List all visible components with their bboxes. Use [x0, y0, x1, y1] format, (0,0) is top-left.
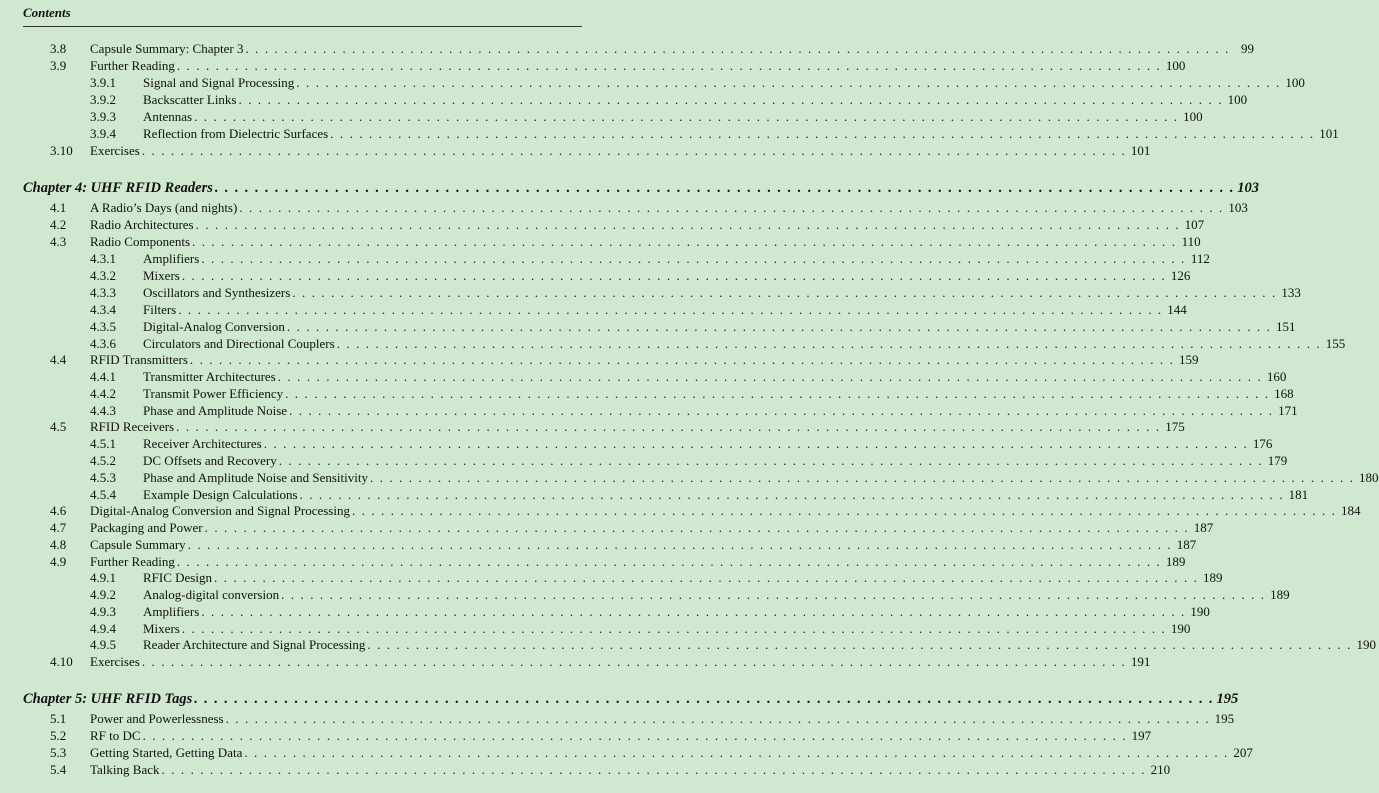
leader-dots: . . . . . . . . . . . . . . . . . . . . . . . . . . . . . . . . . . . . . . . . . . . . . . . . . . . . . . . . . . . . . . . . . . . . . . . . . . . . . . . . . . . . . . . . . . . . . . . . . . . . . . — [213, 570, 1199, 585]
toc-subentry[interactable] — [90, 452, 1288, 469]
toc-entry-page: 187 — [1193, 520, 1214, 535]
toc-entry-page: 144 — [1167, 302, 1187, 317]
toc-entry-title: Reflection from Dielectric Surfaces — [143, 126, 329, 141]
toc-entry-page: 210 — [1150, 762, 1171, 777]
leader-dots: . . . . . . . . . . . . . . . . . . . . . . . . . . . . . . . . . . . . . . . . . . . . . . . . . . . . . . . . . . . . . . . . . . . . . . . . . . . . . . . . . . . . . . . . . . . . . . . . . . . . . . — [187, 537, 1173, 552]
toc-entry-title: Power and Powerlessness — [90, 711, 224, 726]
toc-entry[interactable] — [50, 727, 1152, 744]
toc-entry[interactable] — [50, 761, 1171, 778]
toc-entry-title: Signal and Signal Processing — [143, 75, 295, 90]
toc-subentry[interactable] — [90, 125, 1339, 142]
leader-dots: . . . . . . . . . . . . . . . . . . . . . . . . . . . . . . . . . . . . . . . . . . . . . . . . . . . . . . . . . . . . . . . . . . . . . . . . . . . . . . . . . . . . . . . . . . . . . . . . . . . . . . — [181, 621, 1167, 636]
header-rule — [23, 26, 582, 27]
toc-entry-title: Capsule Summary — [90, 537, 186, 552]
toc-entry[interactable] — [50, 710, 1235, 727]
toc-entry-title: Exercises — [90, 654, 140, 669]
toc-chapter-title: Chapter 5: UHF RFID Tags — [23, 691, 193, 707]
leader-dots: . . . . . . . . . . . . . . . . . . . . . . . . . . . . . . . . . . . . . . . . . . . . . . . . . . . . . . . . . . . . . . . . . . . . . . . . . . . . . . . . . . . . . . . . . . . . . . . . . . . . . . — [285, 386, 1270, 401]
leader-dots: . . . . . . . . . . . . . . . . . . . . . . . . . . . . . . . . . . . . . . . . . . . . . . . . . . . . . . . . . . . . . . . . . . . . . . . . . . . . . . . . . . . . . . . . . . . . . . . . . . . . . . — [244, 745, 1229, 760]
toc-entry-page: 103 — [1228, 200, 1248, 215]
leader-dots: . . . . . . . . . . . . . . . . . . . . . . . . . . . . . . . . . . . . . . . . . . . . . . . . . . . . . . . . . . . . . . . . . . . . . . . . . . . . . . . . . . . . . . . . . . . . . . . . . . . . . . — [330, 126, 1315, 141]
toc-entry-title: RF to DC — [90, 728, 141, 743]
leader-dots: . . . . . . . . . . . . . . . . . . . . . . . . . . . . . . . . . . . . . . . . . . . . . . . . . . . . . . . . . . . . . . . . . . . . . . . . . . . . . . . . . . . . . . . . . . . . . . . . . . . . . . — [336, 336, 1322, 351]
leader-dots: . . . . . . . . . . . . . . . . . . . . . . . . . . . . . . . . . . . . . . . . . . . . . . . . . . . . . . . . . . . . . . . . . . . . . . . . . . . . . . . . . . . . . . . . . . . . . . . . . . . . . . — [195, 217, 1181, 232]
toc-subentry[interactable] — [90, 335, 1346, 352]
leader-dots: . . . . . . . . . . . . . . . . . . . . . . . . . . . . . . . . . . . . . . . . . . . . . . . . . . . . . . . . . . . . . . . . . . . . . . . . . . . . . . . . . . . . . . . . . . . . . . . . . . . . . . — [225, 711, 1211, 726]
toc-entry-page: 151 — [1275, 319, 1296, 334]
toc-entry-title: Phase and Amplitude Noise — [143, 403, 288, 418]
toc-entry-number: 4.4.2 — [90, 386, 116, 401]
toc-entry-number: 4.2 — [50, 217, 67, 232]
toc-entry-title: Reader Architecture and Signal Processing — [143, 637, 366, 652]
toc-subentry[interactable] — [90, 486, 1309, 503]
toc-entry-title: Backscatter Links — [143, 92, 237, 107]
toc-entry-title: RFID Transmitters — [90, 352, 188, 367]
toc-entry-number: 4.5.4 — [90, 487, 116, 502]
toc-entry-page: 168 — [1274, 386, 1294, 401]
toc-entry[interactable] — [50, 199, 1248, 216]
toc-entry-page: 179 — [1267, 453, 1288, 468]
toc-chapter-page: 103 — [1237, 180, 1259, 196]
toc-entry-title: Talking Back — [90, 762, 160, 777]
toc-subentry[interactable] — [90, 301, 1187, 318]
toc-subentry[interactable] — [90, 402, 1298, 419]
toc-entry-title: Further Reading — [90, 554, 175, 569]
leader-dots: . . . . . . . . . . . . . . . . . . . . . . . . . . . . . . . . . . . . . . . . . . . . . . . . . . . . . . . . . . . . . . . . . . . . . . . . . . . . . . . . . . . . . . . . . . . . . . . . . . . . . . — [292, 285, 1277, 300]
leader-dots: . . . . . . . . . . . . . . . . . . . . . . . . . . . . . . . . . . . . . . . . . . . . . . . . . . . . . . . . . . . . . . . . . . . . . . . . . . . . . . . . . . . . . . . . . . . . . . . . . . . . . . — [369, 470, 1355, 485]
toc-entry-number: 4.9.4 — [90, 621, 116, 636]
leader-dots: . . . . . . . . . . . . . . . . . . . . . . . . . . . . . . . . . . . . . . . . . . . . . . . . . . . . . . . . . . . . . . . . . . . . . . . . . . . . . . . . . . . . . . . . . . . . . . . . . . . . . . — [176, 419, 1161, 434]
toc-entry[interactable] — [50, 502, 1361, 519]
toc-entry-number: 3.8 — [50, 41, 67, 56]
toc-entry-page: 99 — [1241, 41, 1255, 56]
leader-dots: . . . . . . . . . . . . . . . . . . . . . . . . . . . . . . . . . . . . . . . . . . . . . . . . . . . . . . . . . . . . . . . . . . . . . . . . . . . . . . . . . . . . . . . . . . . . . . . . . . . . . . — [176, 554, 1162, 569]
toc-entry-title: Capsule Summary: Chapter 3 — [90, 41, 244, 56]
toc-entry-title: RFIC Design — [143, 570, 212, 585]
toc-chapter-page: 195 — [1216, 691, 1239, 707]
toc-entry-number: 4.5.1 — [90, 436, 116, 451]
running-header: Contents — [23, 5, 71, 20]
toc-entry-page: 171 — [1278, 403, 1298, 418]
toc-entry[interactable] — [50, 216, 1205, 233]
toc-entry-number: 4.9.2 — [90, 587, 116, 602]
toc-entry-number: 4.8 — [50, 537, 67, 552]
leader-dots: . . . . . . . . . . . . . . . . . . . . . . . . . . . . . . . . . . . . . . . . . . . . . . . . . . . . . . . . . . . . . . . . . . . . . . . . . . . . . . . . . . . . . . . . . . . . . . . . . . . . . . — [194, 691, 1215, 707]
toc-chapter[interactable] — [23, 179, 1259, 198]
toc-entry-number: 4.3.2 — [90, 268, 116, 283]
toc-entry-title: Phase and Amplitude Noise and Sensitivity — [143, 470, 368, 485]
leader-dots: . . . . . . . . . . . . . . . . . . . . . . . . . . . . . . . . . . . . . . . . . . . . . . . . . . . . . . . . . . . . . . . . . . . . . . . . . . . . . . . . . . . . . . . . . . . . . . . . . . . . . . — [296, 75, 1281, 90]
toc-subentry[interactable] — [90, 368, 1287, 385]
leader-dots: . . . . . . . . . . . . . . . . . . . . . . . . . . . . . . . . . . . . . . . . . . . . . . . . . . . . . . . . . . . . . . . . . . . . . . . . . . . . . . . . . . . . . . . . . . . . . . . . . . . . . . — [194, 109, 1179, 124]
leader-dots: . . . . . . . . . . . . . . . . . . . . . . . . . . . . . . . . . . . . . . . . . . . . . . . . . . . . . . . . . . . . . . . . . . . . . . . . . . . . . . . . . . . . . . . . . . . . . . . . . . . . . . — [204, 520, 1190, 535]
leader-dots: . . . . . . . . . . . . . . . . . . . . . . . . . . . . . . . . . . . . . . . . . . . . . . . . . . . . . . . . . . . . . . . . . . . . . . . . . . . . . . . . . . . . . . . . . . . . . . . . . . . . . . — [141, 143, 1127, 158]
toc-entry-number: 3.9.2 — [90, 92, 116, 107]
toc-chapter[interactable] — [23, 690, 1239, 709]
toc-entry-number: 4.4.3 — [90, 403, 116, 418]
toc-entry-page: 190 — [1356, 637, 1376, 652]
toc-subentry[interactable] — [90, 385, 1294, 402]
toc-entry[interactable] — [50, 418, 1185, 435]
toc-subentry[interactable] — [90, 91, 1248, 108]
leader-dots: . . . . . . . . . . . . . . . . . . . . . . . . . . . . . . . . . . . . . . . . . . . . . . . . . . . . . . . . . . . . . . . . . . . . . . . . . . . . . . . . . . . . . . . . . . . . . . . . . . . . . . — [281, 587, 1266, 602]
toc-entry-title: Analog-digital conversion — [143, 587, 280, 602]
toc-chapter-title: Chapter 4: UHF RFID Readers — [23, 180, 213, 196]
leader-dots: . . . . . . . . . . . . . . . . . . . . . . . . . . . . . . . . . . . . . . . . . . . . . . . . . . . . . . . . . . . . . . . . . . . . . . . . . . . . . . . . . . . . . . . . . . . . . . . . . . . . . . — [161, 762, 1147, 777]
toc-entry-number: 5.2 — [50, 728, 67, 743]
toc-entry-page: 190 — [1170, 621, 1191, 636]
toc-entry-page: 101 — [1130, 143, 1151, 158]
toc-entry[interactable] — [50, 553, 1186, 570]
leader-dots: . . . . . . . . . . . . . . . . . . . . . . . . . . . . . . . . . . . . . . . . . . . . . . . . . . . . . . . . . . . . . . . . . . . . . . . . . . . . . . . . . . . . . . . . . . . . . . . . . . . . . . — [176, 58, 1162, 73]
toc-entry-number: 4.5.2 — [90, 453, 116, 468]
toc-entry-title: Digital-Analog Conversion and Signal Processing — [90, 503, 350, 518]
toc-entry-number: 4.9.5 — [90, 637, 116, 652]
toc-entry-page: 197 — [1131, 728, 1152, 743]
toc-entry-number: 3.9.3 — [90, 109, 116, 124]
toc-entry-title: Oscillators and Synthesizers — [143, 285, 291, 300]
leader-dots: . . . . . . . . . . . . . . . . . . . . . . . . . . . . . . . . . . . . . . . . . . . . . . . . . . . . . . . . . . . . . . . . . . . . . . . . . . . . . . . . . . . . . . . . . . . . . . . . . . . . . . — [278, 453, 1264, 468]
leader-dots: . . . . . . . . . . . . . . . . . . . . . . . . . . . . . . . . . . . . . . . . . . . . . . . . . . . . . . . . . . . . . . . . . . . . . . . . . . . . . . . . . . . . . . . . . . . . . . . . . . . . . . — [277, 369, 1263, 384]
leader-dots: . . . . . . . . . . . . . . . . . . . . . . . . . . . . . . . . . . . . . . . . . . . . . . . . . . . . . . . . . . . . . . . . . . . . . . . . . . . . . . . . . . . . . . . . . . . . . . . . . . . . . . — [351, 503, 1337, 518]
toc-entry-title: Transmitter Architectures — [143, 369, 276, 384]
toc-entry[interactable] — [50, 142, 1151, 159]
toc-entry-number: 4.3.1 — [90, 251, 116, 266]
leader-dots: . . . . . . . . . . . . . . . . . . . . . . . . . . . . . . . . . . . . . . . . . . . . . . . . . . . . . . . . . . . . . . . . . . . . . . . . . . . . . . . . . . . . . . . . . . . . . . . . . . . . . . — [201, 251, 1186, 266]
toc-entry-page: 159 — [1178, 352, 1199, 367]
toc-entry-title: Receiver Architectures — [143, 436, 262, 451]
toc-entry-number: 4.9.3 — [90, 604, 116, 619]
toc-entry-page: 107 — [1184, 217, 1205, 232]
toc-entry-page: 101 — [1319, 126, 1339, 141]
toc-entry-number: 3.9.4 — [90, 126, 116, 141]
toc-entry-title: Exercises — [90, 143, 140, 158]
toc-entry[interactable] — [50, 653, 1151, 670]
toc-entry-page: 195 — [1214, 711, 1235, 726]
leader-dots: . . . . . . . . . . . . . . . . . . . . . . . . . . . . . . . . . . . . . . . . . . . . . . . . . . . . . . . . . . . . . . . . . . . . . . . . . . . . . . . . . . . . . . . . . . . . . . . . . . . . . . — [239, 200, 1224, 215]
toc-entry-page: 189 — [1203, 570, 1223, 585]
toc-entry-number: 4.3.4 — [90, 302, 116, 317]
toc-entry-title: Amplifiers — [143, 604, 200, 619]
toc-subentry[interactable] — [90, 586, 1290, 603]
toc-entry-number: 5.4 — [50, 762, 67, 777]
toc-entry-page: 180 — [1359, 470, 1379, 485]
toc-entry[interactable] — [50, 519, 1214, 536]
toc-entry[interactable] — [50, 744, 1253, 761]
leader-dots: . . . . . . . . . . . . . . . . . . . . . . . . . . . . . . . . . . . . . . . . . . . . . . . . . . . . . . . . . . . . . . . . . . . . . . . . . . . . . . . . . . . . . . . . . . . . . . . . . . . . . . — [178, 302, 1163, 317]
leader-dots: . . . . . . . . . . . . . . . . . . . . . . . . . . . . . . . . . . . . . . . . . . . . . . . . . . . . . . . . . . . . . . . . . . . . . . . . . . . . . . . . . . . . . . . . . . . . . . . . . . . . . . — [299, 487, 1285, 502]
toc-entry-number: 4.3.5 — [90, 319, 116, 334]
toc-entry-page: 207 — [1233, 745, 1253, 760]
leader-dots: . . . . . . . . . . . . . . . . . . . . . . . . . . . . . . . . . . . . . . . . . . . . . . . . . . . . . . . . . . . . . . . . . . . . . . . . . . . . . . . . . . . . . . . . . . . . . . . . . . . . . . — [181, 268, 1167, 283]
toc-subentry[interactable] — [90, 636, 1376, 653]
toc-entry-number: 4.4 — [50, 352, 67, 367]
toc-entry-number: 5.1 — [50, 711, 67, 726]
toc-subentry[interactable] — [90, 74, 1305, 91]
toc-entry-title: A Radio’s Days (and nights) — [90, 200, 238, 215]
toc-entry-page: 133 — [1281, 285, 1301, 300]
toc-entry-title: Transmit Power Efficiency — [143, 386, 284, 401]
toc-entry-number: 4.9.1 — [90, 570, 116, 585]
toc-entry-page: 191 — [1130, 654, 1151, 669]
toc-subentry[interactable] — [90, 569, 1223, 586]
toc-entry-number: 4.7 — [50, 520, 67, 535]
leader-dots: . . . . . . . . . . . . . . . . . . . . . . . . . . . . . . . . . . . . . . . . . . . . . . . . . . . . . . . . . . . . . . . . . . . . . . . . . . . . . . . . . . . . . . . . . . . . . . . . . . . . . . — [192, 234, 1177, 249]
toc-entry-page: 112 — [1190, 251, 1210, 266]
toc-subentry[interactable] — [90, 603, 1210, 620]
toc-entry-title: DC Offsets and Recovery — [143, 453, 277, 468]
toc-entry-page: 190 — [1190, 604, 1210, 619]
toc-entry-number: 4.10 — [50, 654, 73, 669]
leader-dots: . . . . . . . . . . . . . . . . . . . . . . . . . . . . . . . . . . . . . . . . . . . . . . . . . . . . . . . . . . . . . . . . . . . . . . . . . . . . . . . . . . . . . . . . . . . . . . . . . . . . . . — [189, 352, 1175, 367]
leader-dots: . . . . . . . . . . . . . . . . . . . . . . . . . . . . . . . . . . . . . . . . . . . . . . . . . . . . . . . . . . . . . . . . . . . . . . . . . . . . . . . . . . . . . . . . . . . . . . . . . . . . . . — [142, 728, 1128, 743]
toc-subentry[interactable] — [90, 620, 1191, 637]
toc-subentry[interactable] — [90, 435, 1273, 452]
toc-entry-number: 4.1 — [50, 200, 67, 215]
toc-entry-page: 100 — [1165, 58, 1186, 73]
toc-entry-title: Example Design Calculations — [143, 487, 298, 502]
toc-subentry[interactable] — [90, 318, 1296, 335]
toc-entry-number: 4.6 — [50, 503, 67, 518]
toc-entry-title: Radio Components — [90, 234, 191, 249]
toc-subentry[interactable] — [90, 108, 1203, 125]
toc-entry-number: 3.10 — [50, 143, 73, 158]
toc-entry[interactable] — [50, 233, 1201, 250]
toc-entry-number: 3.9.1 — [90, 75, 116, 90]
leader-dots: . . . . . . . . . . . . . . . . . . . . . . . . . . . . . . . . . . . . . . . . . . . . . . . . . . . . . . . . . . . . . . . . . . . . . . . . . . . . . . . . . . . . . . . . . . . . . . . . . . . . . . — [289, 403, 1274, 418]
toc-entry-number: 4.4.1 — [90, 369, 116, 384]
toc-entry-number: 4.9 — [50, 554, 67, 569]
toc-entry-title: Packaging and Power — [90, 520, 203, 535]
leader-dots: . . . . . . . . . . . . . . . . . . . . . . . . . . . . . . . . . . . . . . . . . . . . . . . . . . . . . . . . . . . . . . . . . . . . . . . . . . . . . . . . . . . . . . . . . . . . . . . . . . . . . . — [263, 436, 1249, 451]
toc-entry-title: Radio Architectures — [90, 217, 194, 232]
toc-entry-page: 100 — [1285, 75, 1305, 90]
toc-entry-title: RFID Receivers — [90, 419, 175, 434]
toc-entry-page: 189 — [1165, 554, 1186, 569]
leader-dots: . . . . . . . . . . . . . . . . . . . . . . . . . . . . . . . . . . . . . . . . . . . . . . . . . . . . . . . . . . . . . . . . . . . . . . . . . . . . . . . . . . . . . . . . . . . . . . . . . . . . . . — [238, 92, 1224, 107]
toc-entry-page: 176 — [1252, 436, 1273, 451]
toc-entry-title: Filters — [143, 302, 177, 317]
toc-entry-title: Mixers — [143, 621, 180, 636]
toc-entry-title: Getting Started, Getting Data — [90, 745, 243, 760]
toc-entry-number: 5.3 — [50, 745, 67, 760]
toc-subentry[interactable] — [90, 250, 1210, 267]
toc-entry-title: Further Reading — [90, 58, 175, 73]
toc-entry-page: 160 — [1266, 369, 1287, 384]
leader-dots: . . . . . . . . . . . . . . . . . . . . . . . . . . . . . . . . . . . . . . . . . . . . . . . . . . . . . . . . . . . . . . . . . . . . . . . . . . . . . . . . . . . . . . . . . . . . . . . . . . . . . . — [141, 654, 1127, 669]
toc-entry[interactable] — [50, 536, 1197, 553]
toc-entry-title: Circulators and Directional Couplers — [143, 336, 335, 351]
toc-entry-number: 4.3 — [50, 234, 67, 249]
toc-entry-page: 126 — [1170, 268, 1191, 283]
toc-entry-page: 187 — [1176, 537, 1197, 552]
toc-entry-page: 181 — [1288, 487, 1309, 502]
toc-entry[interactable] — [50, 351, 1199, 368]
leader-dots: . . . . . . . . . . . . . . . . . . . . . . . . . . . . . . . . . . . . . . . . . . . . . . . . . . . . . . . . . . . . . . . . . . . . . . . . . . . . . . . . . . . . . . . . . . . . . . . . . . . . . . — [286, 319, 1272, 334]
toc-entry-title: Digital-Analog Conversion — [143, 319, 285, 334]
toc-entry-page: 155 — [1325, 336, 1346, 351]
toc-entry-page: 175 — [1165, 419, 1185, 434]
toc-entry-page: 184 — [1341, 503, 1361, 518]
toc-entry-page: 110 — [1181, 234, 1201, 249]
toc-entry-title: Amplifiers — [143, 251, 200, 266]
toc-entry-number: 4.3.3 — [90, 285, 116, 300]
toc-subentry[interactable] — [90, 284, 1301, 301]
toc-entry-number: 3.9 — [50, 58, 67, 73]
toc-entry-page: 100 — [1227, 92, 1248, 107]
toc-entry-title: Mixers — [143, 268, 180, 283]
toc-entry[interactable] — [50, 57, 1186, 74]
toc-entry-number: 4.5.3 — [90, 470, 116, 485]
toc-entry-title: Antennas — [143, 109, 193, 124]
toc-entry-number: 4.5 — [50, 419, 67, 434]
leader-dots: . . . . . . . . . . . . . . . . . . . . . . . . . . . . . . . . . . . . . . . . . . . . . . . . . . . . . . . . . . . . . . . . . . . . . . . . . . . . . . . . . . . . . . . . . . . . . . . . . . . . . . — [201, 604, 1186, 619]
toc-entry-page: 189 — [1270, 587, 1290, 602]
toc-subentry[interactable] — [90, 469, 1379, 486]
leader-dots: . . . . . . . . . . . . . . . . . . . . . . . . . . . . . . . . . . . . . . . . . . . . . . . . . . . . . . . . . . . . . . . . . . . . . . . . . . . . . . . . . . . . . . . . . . . . . . . . . . . . . . — [245, 41, 1231, 56]
leader-dots: . . . . . . . . . . . . . . . . . . . . . . . . . . . . . . . . . . . . . . . . . . . . . . . . . . . . . . . . . . . . . . . . . . . . . . . . . . . . . . . . . . . . . . . . . . . . . . . . . . . . . . — [367, 637, 1352, 652]
toc-entry-page: 100 — [1183, 109, 1203, 124]
leader-dots: . . . . . . . . . . . . . . . . . . . . . . . . . . . . . . . . . . . . . . . . . . . . . . . . . . . . . . . . . . . . . . . . . . . . . . . . . . . . . . . . . . . . . . . . . . . . . . . . . . . . . . — [214, 180, 1235, 196]
toc-entry-number: 4.3.6 — [90, 336, 116, 351]
toc-subentry[interactable] — [90, 267, 1191, 284]
toc-entry[interactable] — [50, 40, 1255, 57]
